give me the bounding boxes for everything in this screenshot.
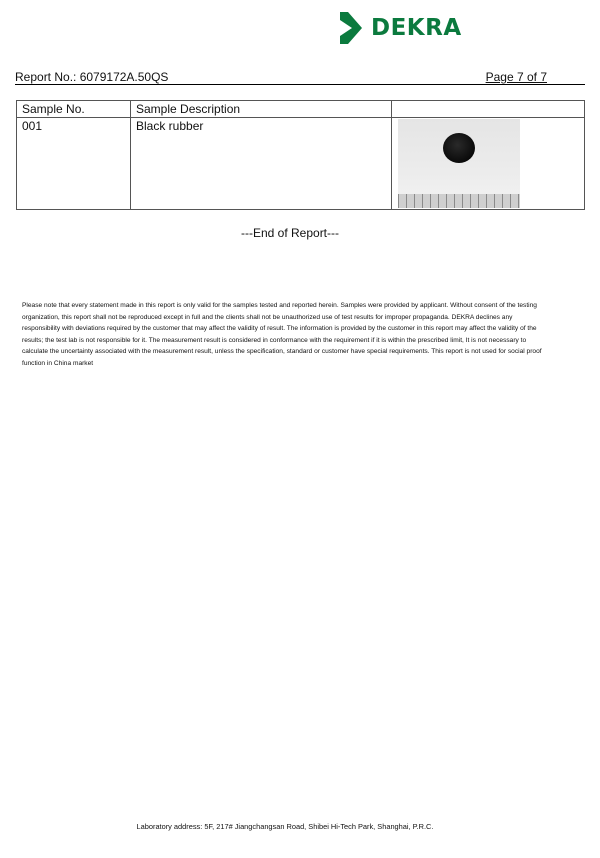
column-header-sample-no: Sample No. xyxy=(17,101,131,118)
disclaimer-text: Please note that every statement made in this report is only valid for the samples tested and reported herein. Samples were provided by applicant. Without consent of the testing organization, this report shall not be reproduced except in full and the clients shall not be unauthorized use of test results for improper propaganda. DEKRA declines any responsibility with deviations required by the customer that may affect the validity of result. The information is provided by the customer in this report may affect the validity of the results; the test lab is not responsible for it. The measurement result is considered in conformance with the requirement if it is within the prescribed limit, It is not necessary to calculate the uncertainty associated with the measurement result, unless the specification, standard or customer have special requirements. This report is not used for social proof function in China market xyxy=(22,302,542,367)
brand-name: DEKRA xyxy=(371,15,462,41)
dekra-logo-icon xyxy=(336,12,366,44)
sample-table xyxy=(16,100,585,210)
table-row xyxy=(17,118,585,210)
dekra-logo xyxy=(336,12,462,44)
end-of-report: ---End of Report--- xyxy=(240,226,340,240)
page-number: Page 7 of 7 xyxy=(485,70,547,84)
column-header-photo xyxy=(392,101,585,118)
report-header xyxy=(15,71,585,85)
laboratory-address: Laboratory address: 5F, 217# Jiangchangsan Road, Shibei Hi-Tech Park, Shanghai, P.R.C. xyxy=(136,822,434,831)
sample-photo-cell xyxy=(392,118,585,210)
rubber-disc xyxy=(443,133,475,163)
sample-description-cell: Black rubber xyxy=(131,118,392,210)
sample-photo xyxy=(398,119,520,208)
ruler xyxy=(398,194,520,208)
sample-no-cell: 001 xyxy=(17,118,131,210)
table-header-row xyxy=(17,101,585,118)
report-number: Report No.: 6079172A.50QS xyxy=(15,70,169,84)
column-header-sample-description: Sample Description xyxy=(131,101,392,118)
